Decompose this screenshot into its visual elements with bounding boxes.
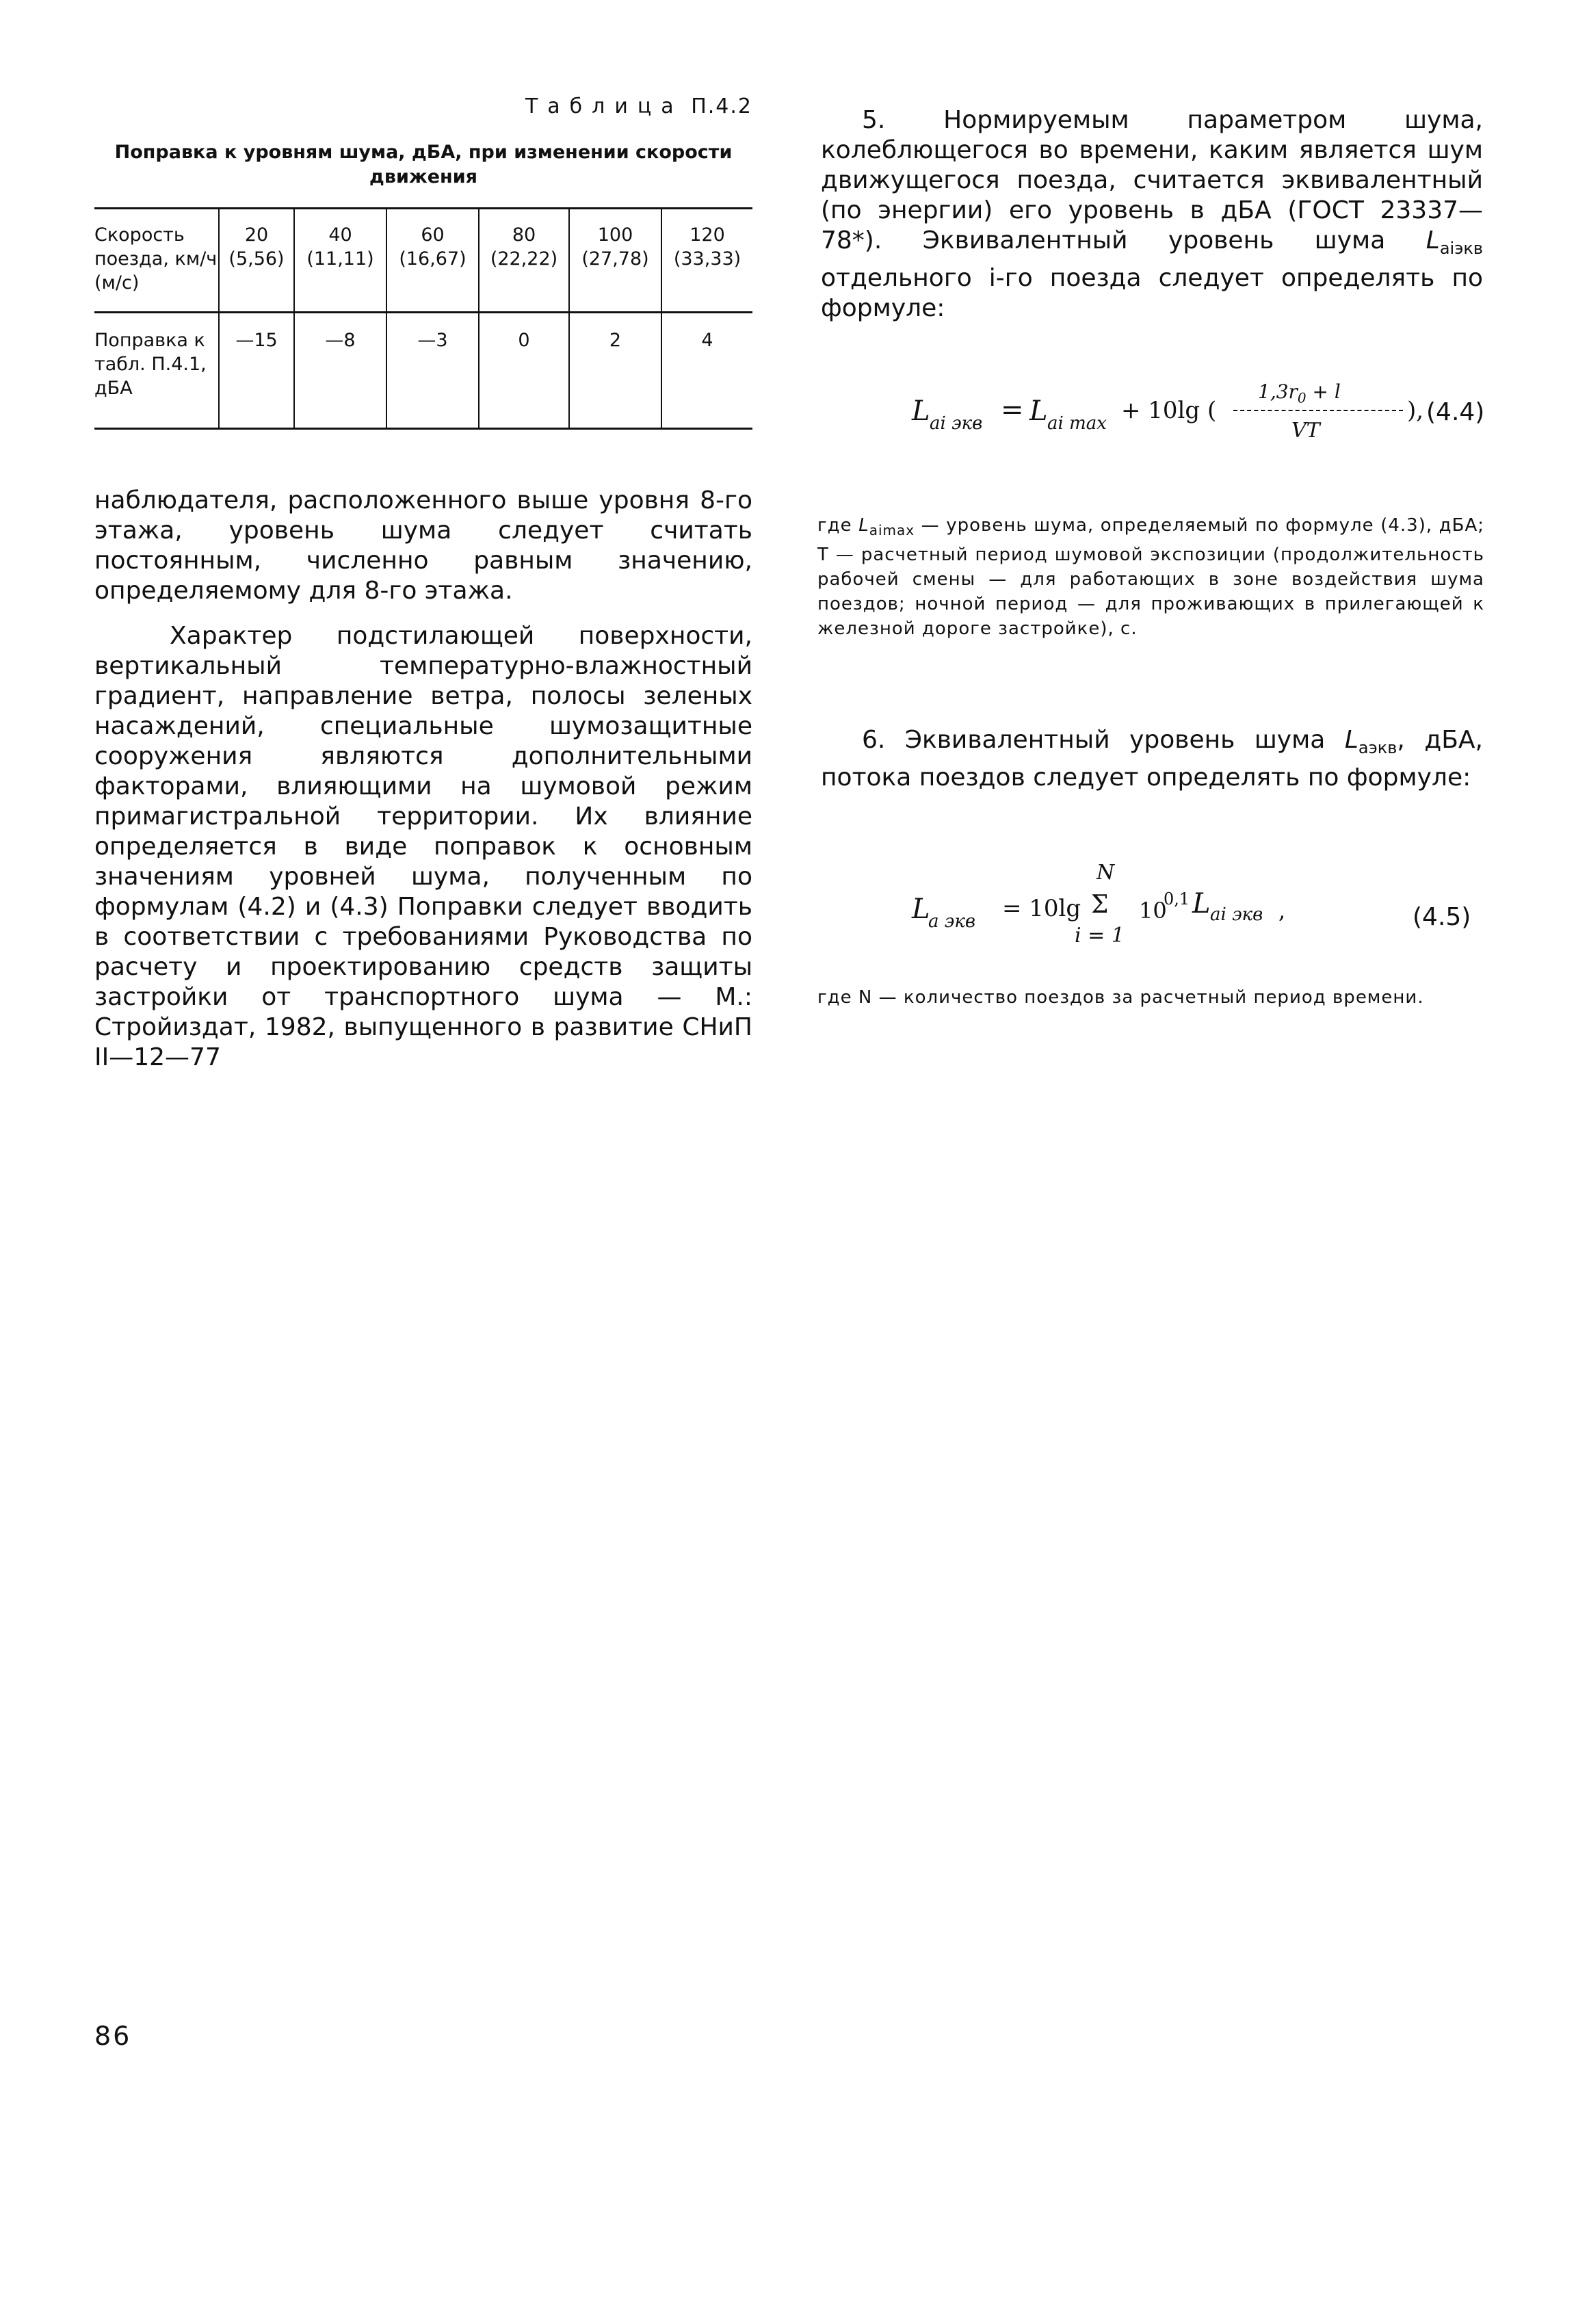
symbol-l-a-sub: aэкв [1358,738,1397,758]
formula-lhs-sub: ai экв [930,413,983,434]
formula-close: ), [1407,397,1424,424]
formula-eq: = 10lg [1002,895,1081,922]
sum-lower: i = 1 [1075,924,1125,948]
formula-log: + 10lg ( [1121,397,1217,424]
where-text: — уровень шума, определяемый по формуле (4.3), дБА; T — расчетный период шумовой экспозиции (продолжительность рабочей смены — для работающих в зоне воздействия шума поездов; ночной период — для проживающих в прилегающей к железной дороге застройке), с. [817,515,1485,640]
formula-term: L [1192,888,1211,919]
paragraph-6-start: 6. Эквивалентный уровень шума [862,726,1326,754]
table-title-text: Поправка к уровням шума, дБА, при изменении скорости движения [114,142,733,187]
power-base: 10 [1139,898,1167,924]
formula-4-4 [912,380,1486,462]
table-row-head-speed: Скорость поезда, км/ч (м/с) [94,209,219,313]
page-number: 86 [94,2021,132,2051]
table-caption-number: П.4.2 [691,94,752,118]
correction-cell: 4 [661,313,752,429]
sum-upper: N [1096,861,1115,885]
formula-term1-sub: ai max [1047,413,1107,434]
speed-cell: 60 (16,67) [386,209,479,313]
where-4-4 [817,513,1484,641]
table-row-head-correction: Поправка к табл. П.4.1, дБА [94,313,219,429]
correction-table [94,207,752,430]
speed-cell: 120 (33,33) [661,209,752,313]
paragraph-6-end: , дБА, потока поездов следует определять по формуле: [821,726,1483,792]
correction-cell: —15 [219,313,294,429]
correction-cell: 2 [569,313,661,429]
table-row-correction [94,313,752,429]
table-row-speed [94,209,752,313]
formula-number: (4.4) [1426,398,1485,426]
paragraph-5-start: 5. Нормируемым параметром шума, колеблющегося во времени, каким является шум движущегося поезда, считается эквивалентный (по энергии) его уровень в дБА (ГОСТ 23337—78*). Эквивалентный уровень шума [821,106,1483,254]
speed-cell: 40 (11,11) [294,209,386,313]
table-caption-word: Таблица [525,94,683,118]
formula-comma: , [1278,898,1286,924]
symbol-sub: aiэкв [1439,239,1484,259]
formula-numerator: $1,3r_0 + l$ [1258,380,1341,406]
paragraph-5 [821,105,1483,324]
speed-cell: 80 (22,22) [479,209,569,313]
correction-cell: 0 [479,313,569,429]
formula-lhs: L [912,395,930,427]
left-paragraph-1: наблюдателя, расположенного выше уровня 8-го этажа, уровень шума следует считать постоянным, численно равным значению, определяемому для 8-го этажа. [94,486,752,605]
where-symbol: L [858,515,869,536]
fraction-bar [1233,410,1403,411]
where-prefix: где [817,515,852,536]
formula-lhs: L [912,893,930,925]
formula-denominator: VT [1291,419,1320,443]
formula-term1: L [1029,395,1048,427]
formula-number: (4.5) [1413,903,1471,931]
symbol-l: L [1426,226,1440,254]
formula-4-5 [912,861,1486,950]
sigma-icon: Σ [1091,891,1109,919]
left-paragraph-2: Характер подстилающей поверхности, вертикальный температурно-влажностный градиент, направление ветра, полосы зеленых насаждений, специальные шумозащитные сооружения являются дополнительными факторами, влияющими на шумовой режим примагистральной территории. Их влияние определяется в виде поправок к основным значениям уровней шума, полученным по формулам (4.2) и (4.3) Поправки следует вводить в соответствии с требованиями Руководства по расчету и проектированию средств защиты застройки от транспортного шума — М.: Стройиздат, 1982, выпущенного в развитие СНиП II—12—77 [94,622,752,1071]
formula-lhs-sub: a экв [928,911,975,932]
power-exp: 0,1 [1164,889,1190,909]
where-symbol-sub: aimax [869,522,915,539]
symbol-l-a: L [1344,726,1358,754]
correction-cell: —8 [294,313,386,429]
speed-cell: 20 (5,56) [219,209,294,313]
table-title [94,140,752,190]
speed-cell: 100 (27,78) [569,209,661,313]
correction-cell: —3 [386,313,479,429]
where-4-5: где N — количество поездов за расчетный период времени. [817,987,1424,1008]
formula-eq: = [1001,394,1024,426]
table-caption [493,94,752,118]
paragraph-5-end: отдельного i-го поезда следует определять по формуле: [821,264,1483,323]
formula-term-sub: ai экв [1210,904,1263,925]
paragraph-6 [821,725,1483,793]
